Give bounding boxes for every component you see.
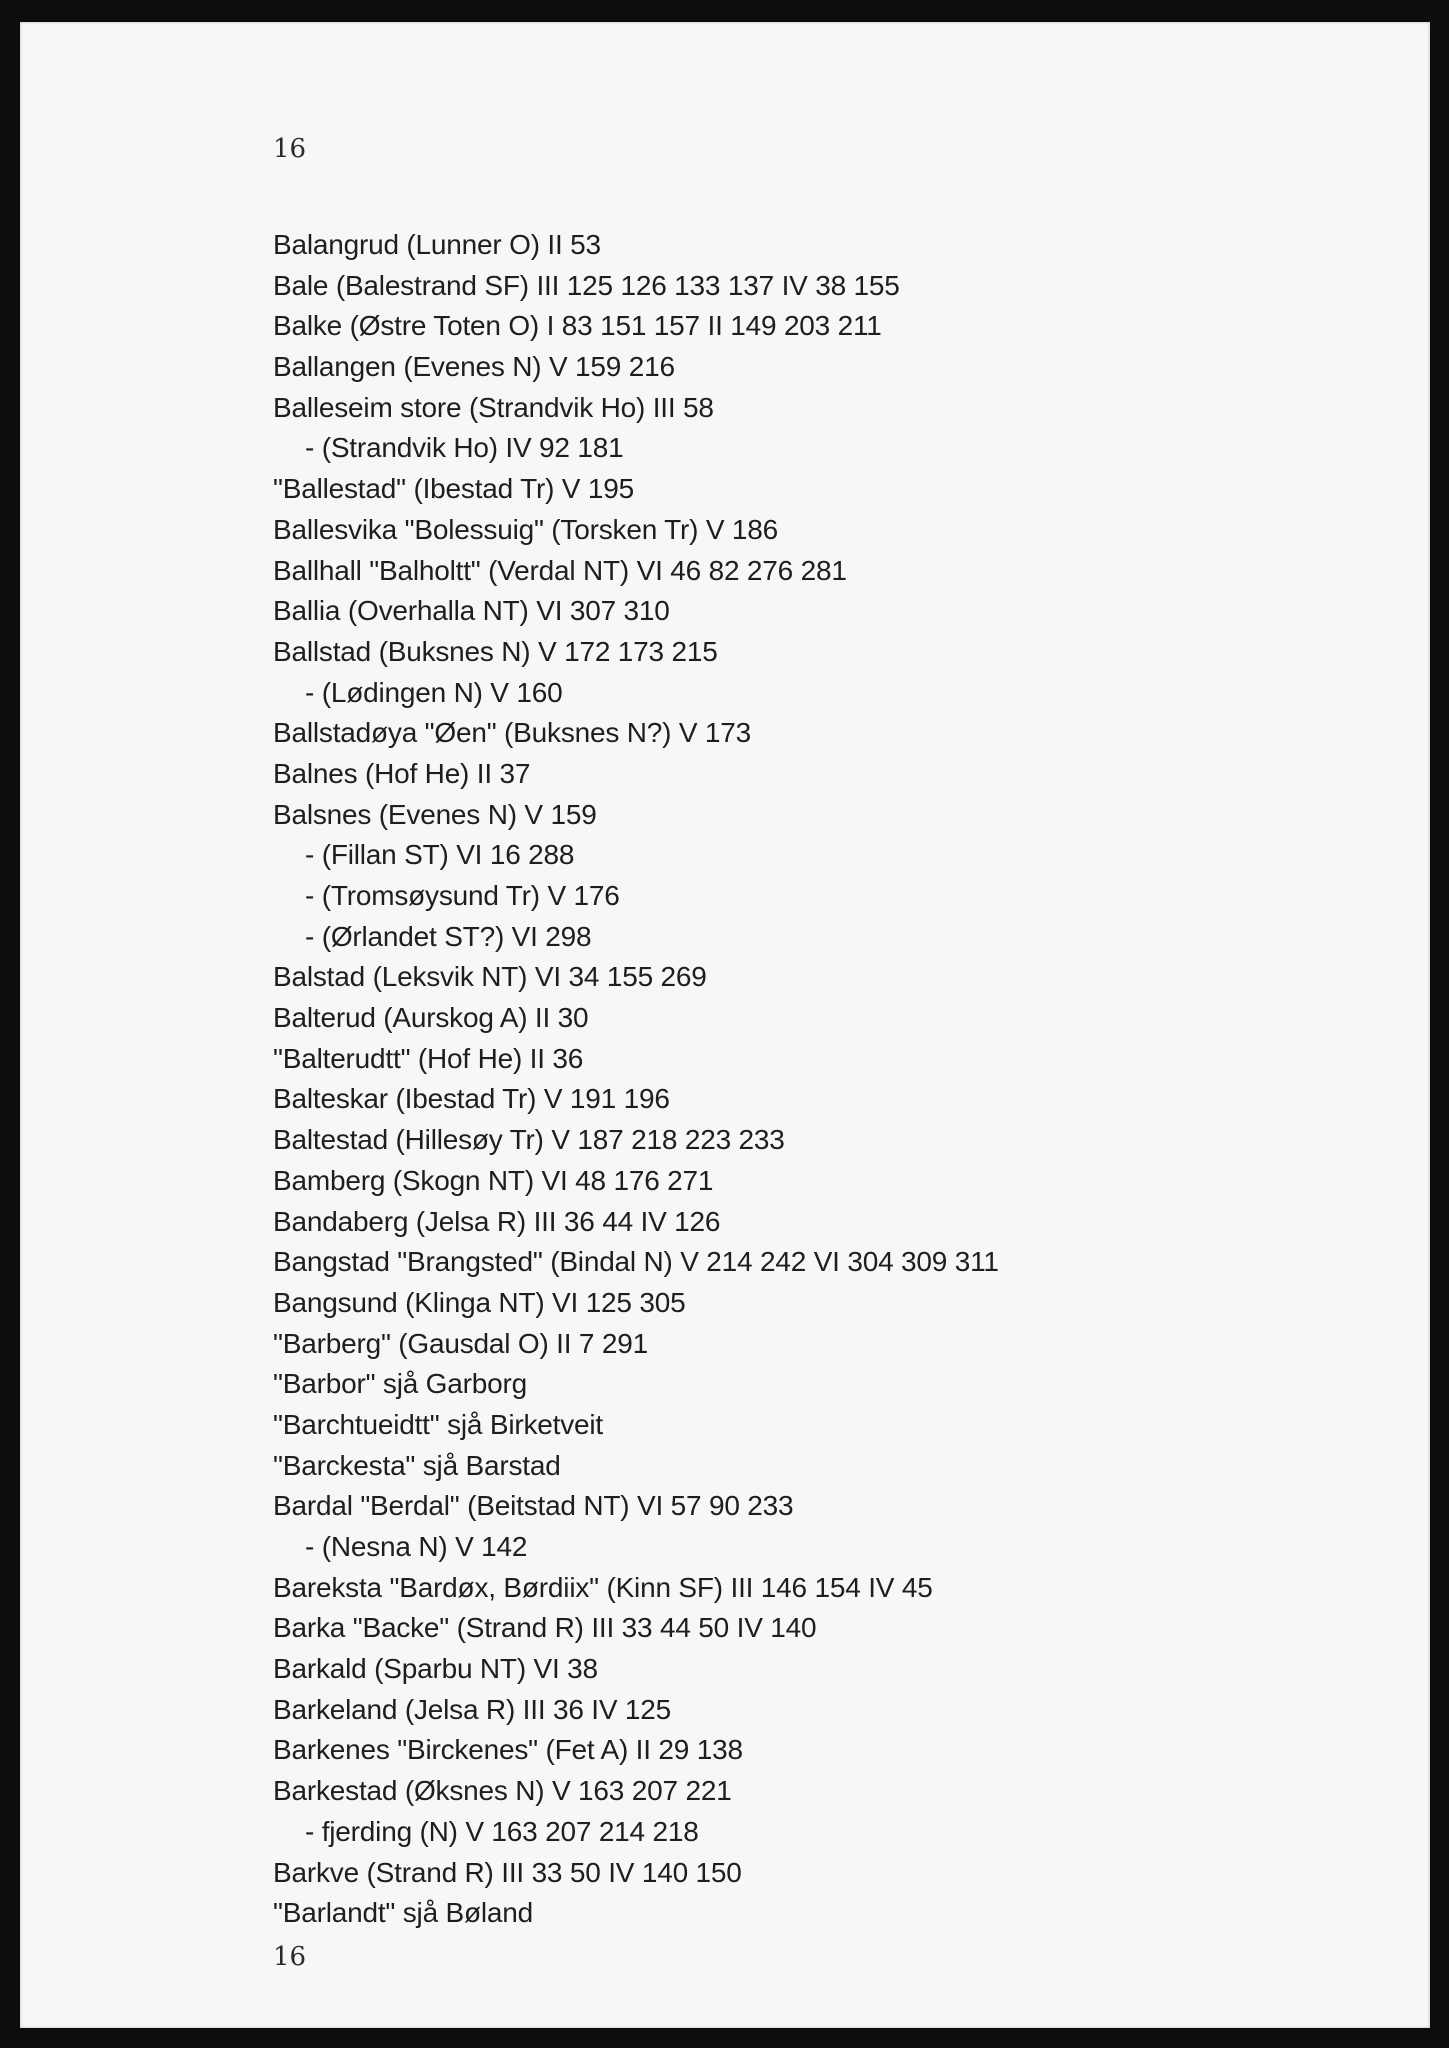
index-entry: Bangstad "Brangsted" (Bindal N) V 214 242 VI 304 309 311	[273, 1246, 999, 1278]
index-entry: Barkestad (Øksnes N) V 163 207 221	[273, 1775, 732, 1807]
index-subentry: - (Lødingen N) V 160	[305, 676, 563, 708]
index-subentry: - fjerding (N) V 163 207 214 218	[305, 1815, 699, 1847]
index-entry: Balke (Østre Toten O) I 83 151 157 II 149 203 211	[273, 310, 882, 342]
index-entry: Baltestad (Hillesøy Tr) V 187 218 223 233	[273, 1124, 785, 1156]
index-entry: "Barbor" sjå Garborg	[273, 1368, 527, 1400]
index-entry: Ballangen (Evenes N) V 159 216	[273, 351, 675, 383]
index-entry: Barka "Backe" (Strand R) III 33 44 50 IV 140	[273, 1612, 817, 1644]
index-entry: Balsnes (Evenes N) V 159	[273, 798, 597, 830]
index-entry: "Barckesta" sjå Barstad	[273, 1449, 561, 1481]
index-entry: Ballstad (Buksnes N) V 172 173 215	[273, 635, 718, 667]
index-entry: Balteskar (Ibestad Tr) V 191 196	[273, 1083, 670, 1115]
index-entry-list	[273, 225, 999, 1934]
index-entry: Bale (Balestrand SF) III 125 126 133 137 IV 38 155	[273, 269, 900, 301]
index-entry: "Ballestad" (Ibestad Tr) V 195	[273, 473, 634, 505]
index-entry: Bamberg (Skogn NT) VI 48 176 271	[273, 1164, 714, 1196]
index-entry: Ballstadøya "Øen" (Buksnes N?) V 173	[273, 717, 752, 749]
page-number-top: 16	[273, 134, 307, 164]
index-entry: Bardal "Berdal" (Beitstad NT) VI 57 90 233	[273, 1490, 794, 1522]
index-subentry: - (Strandvik Ho) IV 92 181	[305, 432, 624, 464]
index-subentry: - (Tromsøysund Tr) V 176	[305, 880, 620, 911]
index-entry: Ballhall "Balholtt" (Verdal NT) VI 46 82 276 281	[273, 554, 847, 586]
index-entry: Balstad (Leksvik NT) VI 34 155 269	[273, 961, 707, 993]
index-subentry: - (Fillan ST) VI 16 288	[305, 839, 575, 871]
index-entry: Bangsund (Klinga NT) VI 125 305	[273, 1286, 686, 1318]
index-subentry: - (Nesna N) V 142	[305, 1531, 528, 1562]
index-entry: Bandaberg (Jelsa R) III 36 44 IV 126	[273, 1205, 721, 1237]
index-entry: Bareksta "Bardøx, Børdiix" (Kinn SF) III 146 154 IV 45	[273, 1571, 933, 1603]
index-entry: Ballia (Overhalla NT) VI 307 310	[273, 595, 670, 627]
index-entry: Balnes (Hof He) II 37	[273, 757, 531, 789]
index-entry: Barkve (Strand R) III 33 50 IV 140 150	[273, 1856, 742, 1888]
index-entry: "Barberg" (Gausdal O) II 7 291	[273, 1327, 648, 1359]
index-entry: "Barchtueidtt" sjå Birketveit	[273, 1408, 603, 1440]
index-subentry: - (Ørlandet ST?) VI 298	[305, 920, 592, 952]
index-entry: Barkeland (Jelsa R) III 36 IV 125	[273, 1693, 672, 1725]
index-entry: Balleseim store (Strandvik Ho) III 58	[273, 391, 714, 423]
index-entry: Ballesvika "Bolessuig" (Torsken Tr) V 186	[273, 513, 779, 545]
index-entry: Barkenes "Birckenes" (Fet A) II 29 138	[273, 1734, 743, 1766]
page-number-bottom: 16	[273, 1942, 307, 1972]
index-entry: Balterud (Aurskog A) II 30	[273, 1002, 589, 1034]
index-entry: Barkald (Sparbu NT) VI 38	[273, 1653, 598, 1685]
index-entry: Balangrud (Lunner O) II 53	[273, 229, 601, 260]
document-page	[20, 22, 1430, 2028]
index-entry: "Barlandt" sjå Bøland	[273, 1897, 534, 1929]
index-entry: "Balterudtt" (Hof He) II 36	[273, 1042, 584, 1074]
